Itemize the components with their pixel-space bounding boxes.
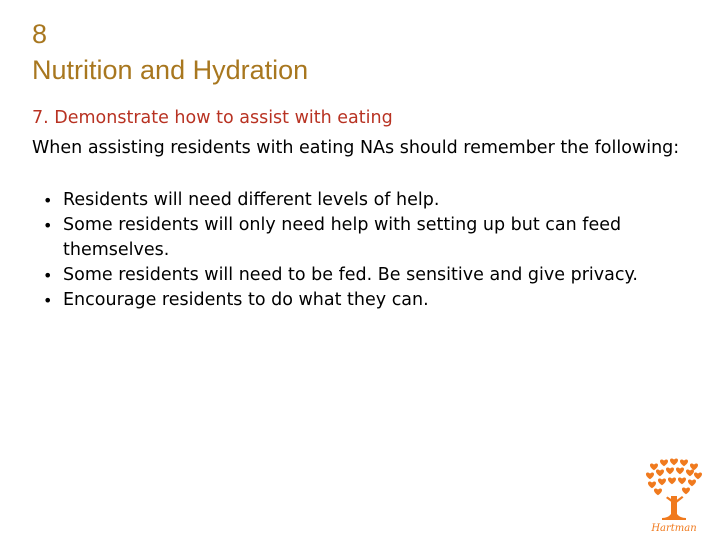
chapter-title: Nutrition and Hydration (32, 55, 309, 85)
hartman-wordmark: Hartman (651, 523, 697, 534)
heart-shape (656, 469, 664, 476)
heart-shape (678, 477, 686, 484)
hartman-logo (640, 458, 708, 534)
bullet-item (32, 263, 692, 288)
heart-shape (690, 463, 698, 470)
heart-tree-icon (646, 458, 702, 520)
heart-shape (686, 469, 694, 476)
bullet-icon: • (43, 191, 53, 210)
bullet-list (32, 188, 692, 313)
bullet-icon: • (43, 266, 53, 285)
heart-shape (668, 477, 676, 484)
intro-text: When assisting residents with eating NAs should remember the following: (32, 138, 680, 158)
bullet-icon: • (43, 291, 53, 310)
heart-shape (688, 479, 696, 486)
heart-shape (658, 478, 666, 485)
heart-shape (654, 488, 662, 495)
heart-shape (660, 459, 668, 466)
heart-shape (670, 458, 678, 465)
bullet-text: Encourage residents to do what they can. (63, 290, 429, 310)
bullet-text: Some residents will only need help with setting up but can feed themselves. (63, 215, 622, 260)
heart-shape (676, 467, 684, 474)
heart-shape (680, 459, 688, 466)
heart-shape (650, 463, 658, 470)
bullet-text: Residents will need different levels of help. (63, 190, 440, 210)
bullet-item (32, 288, 692, 313)
bullet-text: Some residents will need to be fed. Be sensitive and give privacy. (63, 265, 638, 285)
bullet-item (32, 213, 692, 263)
chapter-number: 8 (32, 19, 48, 49)
learning-objective: 7. Demonstrate how to assist with eating (32, 108, 393, 128)
bullet-icon: • (43, 216, 53, 235)
heart-shape (666, 467, 674, 474)
heart-shape (682, 487, 690, 494)
heart-shape (694, 472, 702, 479)
bullet-item (32, 188, 692, 213)
heart-shape (646, 472, 654, 479)
heart-shape (648, 481, 656, 488)
